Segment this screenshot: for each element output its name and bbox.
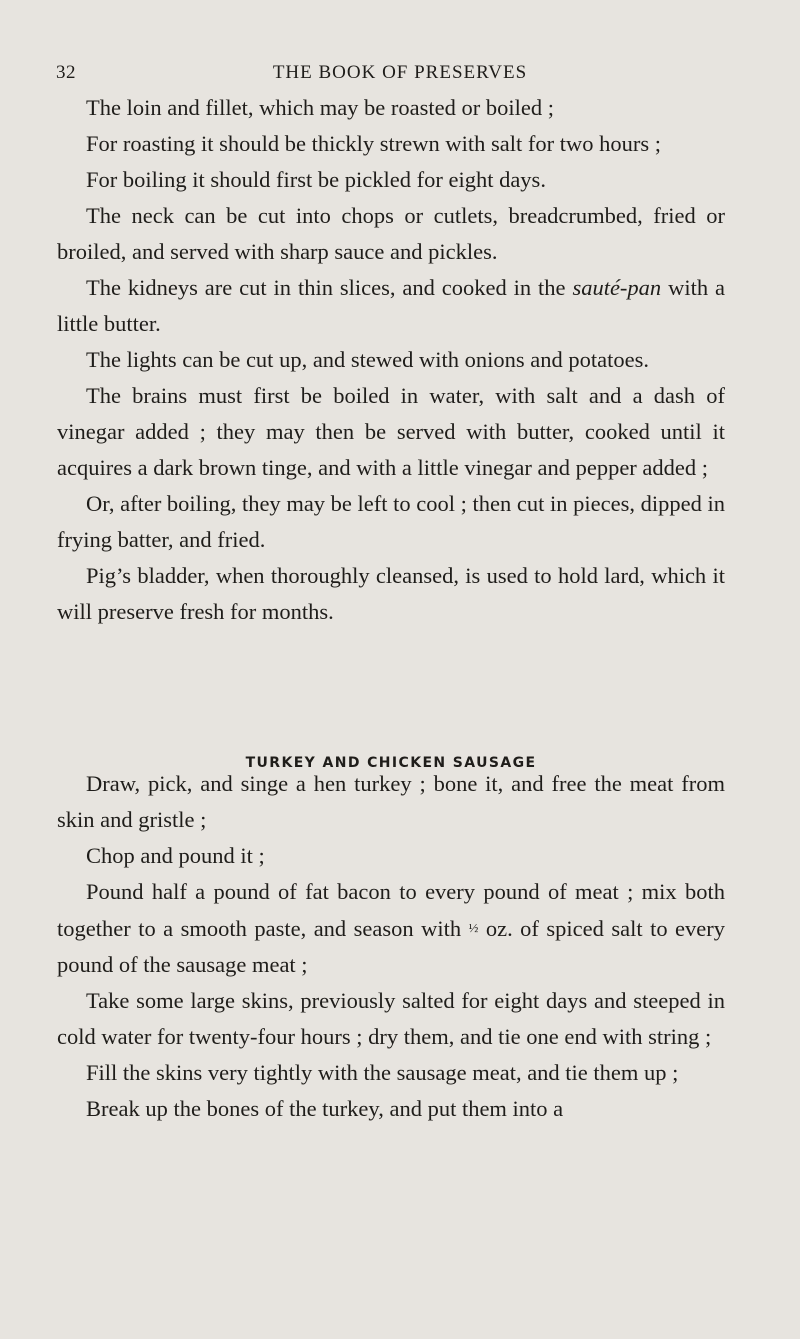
paragraph: Chop and pound it ; — [86, 843, 265, 868]
paragraph: The lights can be cut up, and stewed with onions and potatoes. — [86, 347, 650, 372]
paragraph: The brains must first be boiled in water, with salt and a dash of vinegar added ; they may then be served with butter, cooked until it acquires a dark brown tinge, and with a little vinegar and pepper added ; — [57, 383, 725, 480]
paragraph: For roasting it should be thickly strewn with salt for two hours ; — [86, 131, 661, 156]
paragraph: Pig’s bladder, when thoroughly cleansed, is used to hold lard, which it will preserve fresh for months. — [57, 563, 725, 624]
paragraph: For boiling it should first be pickled for eight days. — [86, 167, 546, 192]
body-text-top — [57, 90, 725, 630]
italic-term: sauté-pan — [572, 275, 662, 300]
paragraph: Break up the bones of the turkey, and put them into a — [86, 1096, 564, 1121]
section-heading: TURKEY AND CHICKEN SAUSAGE — [245, 755, 537, 771]
paragraph: The neck can be cut into chops or cutlets, breadcrumbed, fried or broiled, and served with sharp sauce and pickles. — [57, 203, 725, 264]
body-text-bottom — [57, 766, 725, 1127]
paragraph-text: The kidneys are cut in thin slices, and cooked in the — [86, 275, 573, 300]
running-head: THE BOOK OF PRESERVES — [272, 62, 528, 83]
paragraph — [57, 874, 725, 983]
paragraph-text: Pound half a pound of fat bacon to every pound of meat ; mix both together to a smooth paste, and season with — [57, 879, 725, 941]
paragraph-text: with a little butter. — [57, 275, 725, 336]
paragraph: Or, after boiling, they may be left to cool ; then cut in pieces, dipped in frying batter, and fried. — [57, 491, 725, 552]
paragraph-text: oz. of spiced salt to every pound of the sausage meat ; — [57, 916, 726, 977]
page-number: 32 — [56, 62, 76, 83]
paragraph: Take some large skins, previously salted for eight days and steeped in cold water for twenty-four hours ; dry them, and tie one end with string ; — [57, 988, 725, 1049]
paragraph: The loin and fillet, which may be roasted or boiled ; — [86, 95, 554, 120]
paragraph: Draw, pick, and singe a hen turkey ; bone it, and free the meat from skin and gristle ; — [57, 771, 725, 832]
paragraph — [57, 270, 725, 342]
paragraph: Fill the skins very tightly with the sausage meat, and tie them up ; — [86, 1060, 679, 1085]
fraction: ½ — [468, 920, 479, 935]
